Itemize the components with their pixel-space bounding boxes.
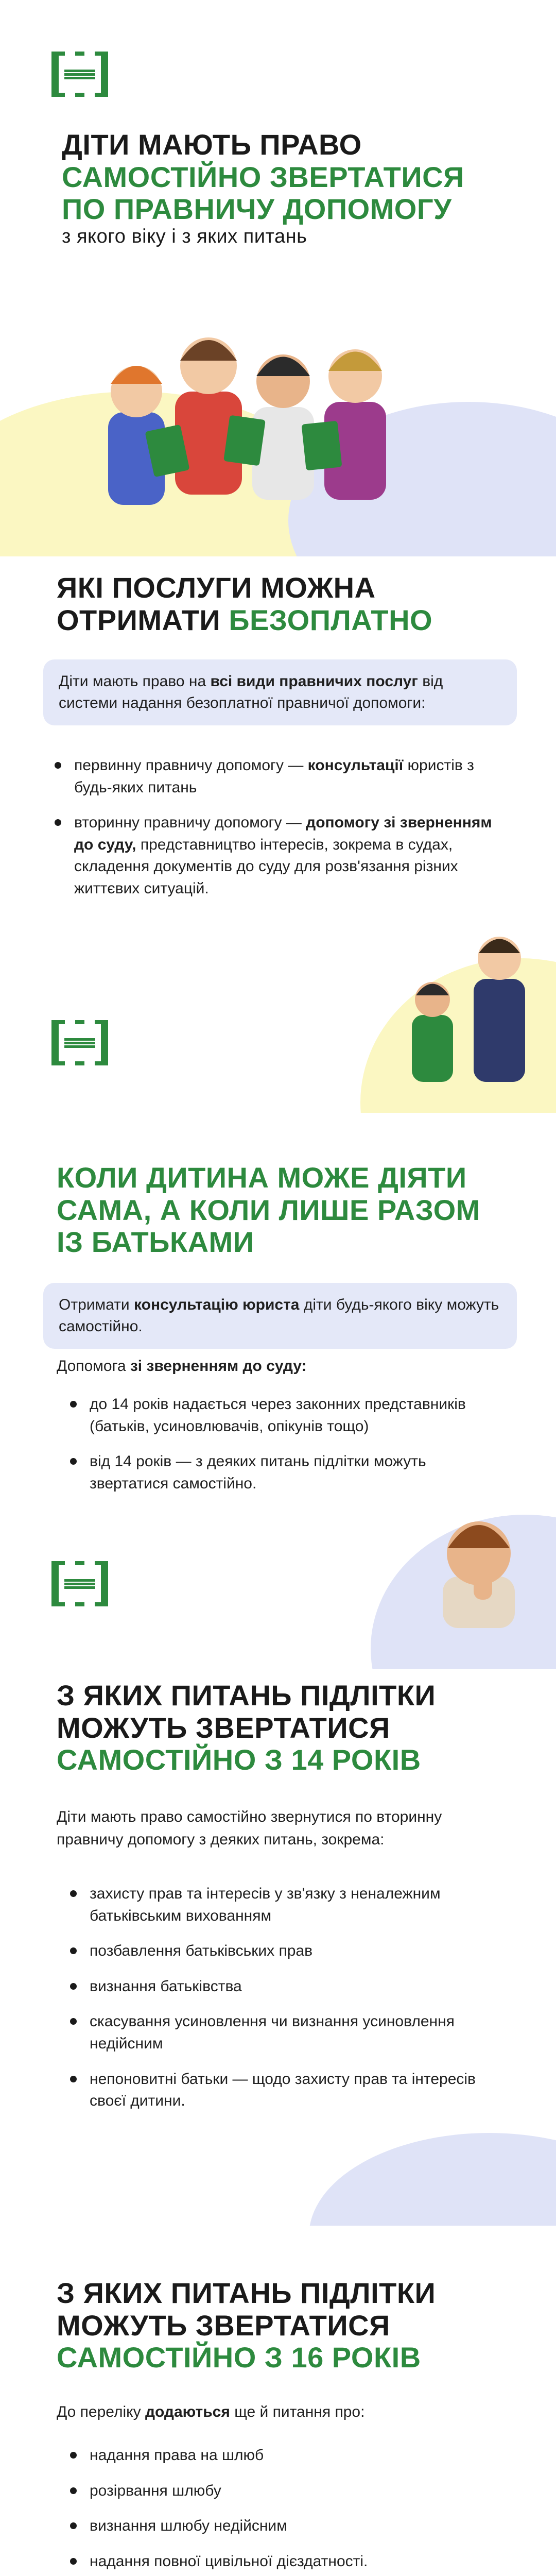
slide-from-14 (0, 1669, 556, 2226)
intro-text: Допомога (57, 1358, 130, 1375)
logo (51, 1020, 108, 1065)
section-title (57, 2277, 436, 2374)
subtitle: з якого віку і з яких питань (62, 226, 307, 248)
court-help-intro (57, 1355, 510, 1378)
title-line: З ЯКИХ ПИТАНЬ ПІДЛІТКИ (57, 2277, 436, 2309)
item-text: вторинну правничу допомогу — (74, 814, 306, 832)
list-item: захисту прав та інтересів у зв'язку з неналежним батьківським вихованням (67, 1883, 499, 1927)
title-line: МОЖУТЬ ЗВЕРТАТИСЯ (57, 2309, 390, 2342)
title-line-green: САМОСТІЙНО З 16 РОКІВ (57, 2341, 421, 2374)
list-item: скасування усиновлення чи визнання усиновлення недійсним (67, 2011, 499, 2055)
list-item: надання права на шлюб (67, 2445, 499, 2467)
thinking-teen-illustration (422, 1504, 535, 1628)
issues-16-list (67, 2445, 499, 2576)
slide-from-16 (0, 2226, 556, 2576)
title-line: МОЖУТЬ ЗВЕРТАТИСЯ (57, 1711, 390, 1744)
slide-intro (0, 0, 556, 556)
title-line: З ЯКИХ ПИТАНЬ ПІДЛІТКИ (57, 1679, 436, 1711)
section-title (57, 1162, 480, 1259)
list-item (51, 755, 505, 799)
panel-text: діти будь-якого віку можуть самостійно. (59, 1296, 499, 1335)
logo (51, 1561, 108, 1606)
list-item: надання повної цивільної дієздатності. (67, 2551, 499, 2573)
list-item: непоновитні батьки — щодо захисту прав та інтересів своєї дитини. (67, 2069, 499, 2112)
list-item: до 14 років надається через законних представників (батьків, усиновлювачів, опікунів тощо) (67, 1394, 499, 1437)
list-item: від 14 років — з деяких питань підлітки можуть звертатися самостійно. (67, 1451, 499, 1495)
title-line-green: ПО ПРАВНИЧУ ДОПОМОГУ (62, 193, 452, 226)
intro-text-bold: зі зверненням до суду: (130, 1358, 307, 1375)
issues-14-list (67, 1883, 499, 2126)
item-text: первинну правничу допомогу — (74, 757, 308, 774)
panel-text-bold: всі види правничих послуг (210, 673, 418, 690)
intro-text: ще й питання про: (230, 2403, 365, 2420)
info-panel (43, 659, 517, 725)
slide-when-alone (0, 1113, 556, 1669)
title-line-green: САМОСТІЙНО З 14 РОКІВ (57, 1743, 421, 1776)
title-line-green: САМА, А КОЛИ ЛИШЕ РАЗОМ (57, 1193, 480, 1226)
services-list (51, 755, 505, 913)
age-list (67, 1394, 499, 1508)
list-item: розірвання шлюбу (67, 2480, 499, 2502)
list-item (51, 812, 505, 900)
title-part: ОТРИМАТИ (57, 603, 229, 636)
list-item: позбавлення батьківських прав (67, 1940, 499, 1962)
section-intro (57, 2401, 510, 2424)
title-part-green: БЕЗОПЛАТНО (229, 603, 433, 636)
section-intro: Діти мають право самостійно звернутися по вторинну правничу допомогу з деяких питань, зокрема: (57, 1808, 442, 1848)
panel-text: Діти мають право на (59, 673, 211, 690)
item-text: юристів з будь-яких питань (74, 757, 474, 796)
item-text-bold: консультації (307, 757, 404, 774)
panel-text-bold: консультацію юриста (134, 1296, 300, 1313)
intro-text: До переліку (57, 2403, 145, 2420)
kids-illustration (46, 289, 438, 531)
slide-free-services (0, 556, 556, 1113)
section-title (57, 572, 432, 636)
logo (51, 52, 108, 97)
lawyer-with-child-illustration (391, 917, 546, 1103)
info-panel (43, 1283, 517, 1349)
title-line-green: КОЛИ ДИТИНА МОЖЕ ДІЯТИ (57, 1161, 467, 1194)
title-line-green: САМОСТІЙНО ЗВЕРТАТИСЯ (62, 160, 464, 193)
item-text: представництво інтересів, зокрема в судах, складення документів до суду для розв'язання різних життєвих ситуацій. (74, 836, 458, 897)
list-item: визнання батьківства (67, 1976, 499, 1998)
title-line-green: ІЗ БАТЬКАМИ (57, 1226, 254, 1259)
item-text-bold: допомогу зі зверненням до суду, (74, 814, 492, 853)
page-title (62, 129, 464, 248)
bg-blue-blob (309, 2133, 556, 2226)
title-line: ЯКІ ПОСЛУГИ МОЖНА (57, 571, 376, 604)
intro-text-bold: додаються (145, 2403, 230, 2420)
panel-text: від системи надання безоплатної правничої допомоги: (59, 673, 443, 711)
section-title (57, 1680, 436, 1776)
list-item: визнання шлюбу недійсним (67, 2515, 499, 2537)
panel-text: Отримати (59, 1296, 134, 1313)
title-line: ДІТИ МАЮТЬ ПРАВО (62, 128, 362, 161)
